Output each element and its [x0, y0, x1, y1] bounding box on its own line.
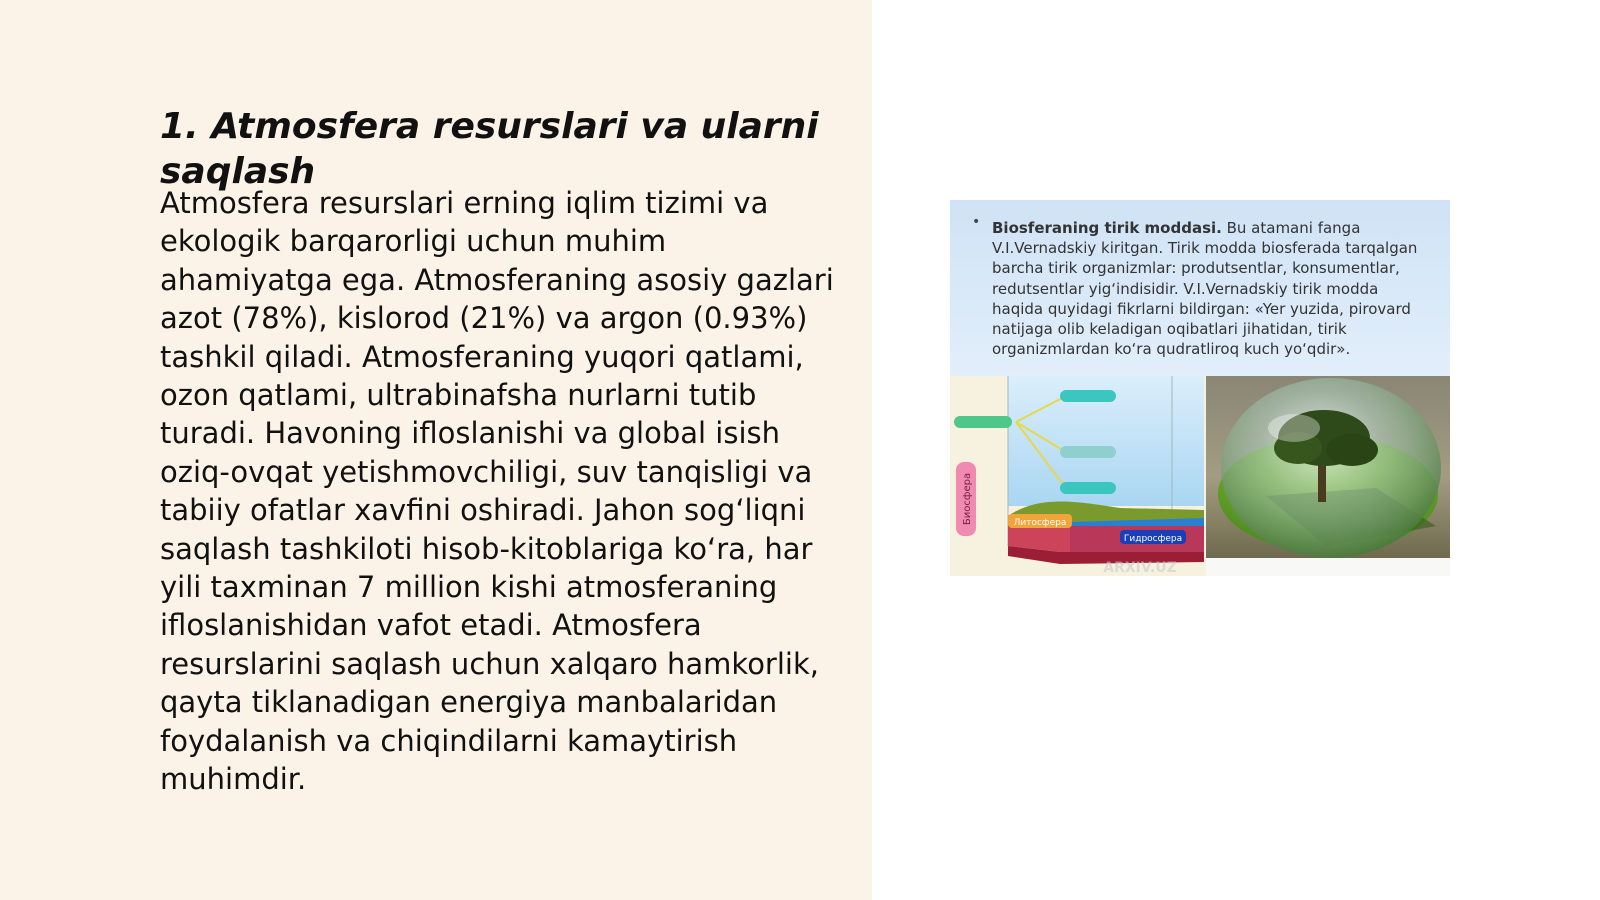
- picture-text-block: [950, 200, 1450, 376]
- layer-label-shape: [1060, 390, 1116, 402]
- biosphere-picture: [950, 200, 1450, 576]
- layer-label-shape: [1060, 482, 1116, 494]
- slide-title: 1. Atmosfera resurslari va ularni saqlash: [160, 106, 819, 192]
- watermark-text: ARXIV.UZ: [1103, 560, 1177, 576]
- layer-label-shape: [1060, 446, 1116, 458]
- layer-label-shape: [954, 416, 1012, 428]
- biosphere-layers-diagram: [950, 376, 1206, 576]
- slide-body-text: Atmosfera resurslari erning iqlim tizimi va ekologik barqarorligi uchun muhim ahamiyatga ega. Atmosferaning asosiy gazlari azot (78%), kislorod (21%) va argon (0.93%) tashkil qiladi. Atmosferaning yuqori qatlami, ozon qatlami, ultrabinafsha nurlarni tutib turadi. Havoning ifloslanishi va global isish oziq-ovqat yetishmovchiligi, suv tanqisligi va tabiiy ofatlar xavfini oshiradi. Jahon sog‘liqni saqlash tashkiloti hisob-kitoblariga ko‘ra, har yili taxminan 7 million kishi atmosferaning ifloslanishidan vafot etadi. Atmosfera resurslarini saqlash uchun xalqaro hamkorlik, qayta tiklanadigan energiya manbalaridan foydalanish va chiqindilarni kamaytirish muhimdir.: [160, 186, 834, 797]
- bullet-icon: •: [972, 214, 981, 230]
- biosphere-label: Биосфера: [962, 472, 973, 526]
- picture-bullet-text: Bu atamani fanga V.I.Vernadskiy kiritgan. Tirik modda biosferada tarqalgan barcha tirik organizmlar: produtsentlar, konsumentlar, redutsentlar yig‘indisidir. V.I.Vernadskiy tirik modda haqida quyidagi fikrlarni bildirgan: «Yer yuzida, pirovard natijaga olib keladigan oqibatlari jihatidan, tirik organizmlardan ko‘ra qudratliroq kuch yo‘qdir».: [992, 219, 1418, 359]
- picture-bullet-heading: Biosferaning tirik moddasi.: [992, 219, 1222, 237]
- glass-sphere-tree-photo: [1206, 376, 1450, 558]
- picture-bullet: [992, 218, 1422, 359]
- lithosphere-label: Литосфера: [1013, 518, 1067, 528]
- hydrosphere-label: Гидросфера: [1123, 534, 1183, 544]
